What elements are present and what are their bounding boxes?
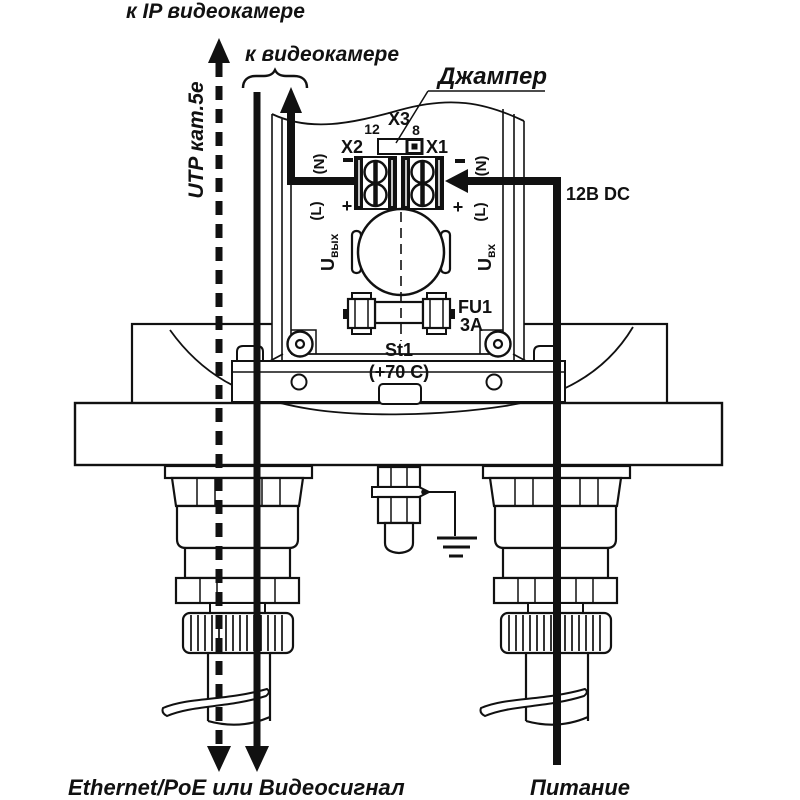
ground-stud: [372, 467, 477, 556]
down-arrow-icon: [207, 746, 231, 772]
curly-brace: [243, 70, 307, 88]
left-cable-gland: [163, 466, 313, 725]
label-ethernet-poe: Ethernet/PoE или Видеосигнал: [68, 775, 405, 800]
label-pin8: 8: [412, 122, 420, 138]
mounting-flange: [75, 403, 722, 465]
label-plus-right: +: [452, 197, 464, 217]
gland-plate: [165, 466, 312, 478]
label-x2: X2: [340, 137, 364, 157]
ground-nut-bottom: [378, 497, 420, 523]
fuse-clip: [348, 299, 375, 328]
bracket-hole: [487, 375, 502, 390]
label-3a: 3A: [460, 315, 484, 335]
label-st1: St1: [384, 340, 414, 360]
fuse-nub: [343, 309, 348, 319]
ground-stud-tip: [385, 523, 413, 553]
label-l-right: (L): [472, 202, 489, 222]
mount-screw-center: [296, 340, 304, 348]
lug-crimp-dot: [421, 489, 427, 495]
fuse-tube: [375, 302, 423, 323]
fuse-clip: [423, 299, 450, 328]
bracket-hole: [292, 375, 307, 390]
up-arrow-icon: [208, 38, 230, 63]
label-power: Питание: [530, 775, 631, 800]
label-12v-dc: 12В DC: [566, 184, 631, 204]
label-x3: X3: [387, 109, 411, 129]
label-n-left: (N): [311, 153, 328, 175]
label-pin12: 12: [364, 121, 380, 137]
fuse-nub: [450, 309, 455, 319]
label-n-right: (N): [473, 155, 490, 177]
label-x1: X1: [425, 137, 449, 157]
up-arrow-icon: [280, 87, 302, 113]
ground-wire: [429, 492, 455, 536]
label-u-out: $U_{вых}$: [318, 233, 341, 271]
down-arrow-icon: [245, 746, 269, 772]
cable-spiral-wrap: [481, 689, 587, 716]
label-plus-left: +: [341, 196, 353, 216]
label-to-ip-camera: к IP видеокамере: [126, 0, 305, 23]
gland-neck: [185, 548, 290, 578]
gland-hex-nut: [172, 478, 303, 506]
jumper-body: [378, 139, 408, 154]
label-to-camera: к видеокамере: [245, 43, 400, 66]
mount-screw-center: [494, 340, 502, 348]
gland-body: [177, 506, 298, 548]
jumper-pin: [412, 144, 418, 150]
bracket-tab: [379, 384, 421, 404]
label-jumper: Джампер: [438, 63, 548, 90]
gland-lock-nut: [176, 578, 299, 603]
label-fu1: FU1: [458, 297, 493, 317]
label-u-in: $U_{вх}$: [475, 243, 498, 271]
ground-lug: [372, 487, 429, 497]
label-l-left: (L): [308, 201, 325, 221]
ground-nut-top: [378, 467, 420, 487]
ground-symbol-icon: [437, 538, 477, 556]
label-70c: (+70 C): [368, 362, 430, 382]
gland-knurled-cap: [183, 613, 293, 653]
label-utp-cable: UTP кат.5e: [185, 81, 208, 199]
